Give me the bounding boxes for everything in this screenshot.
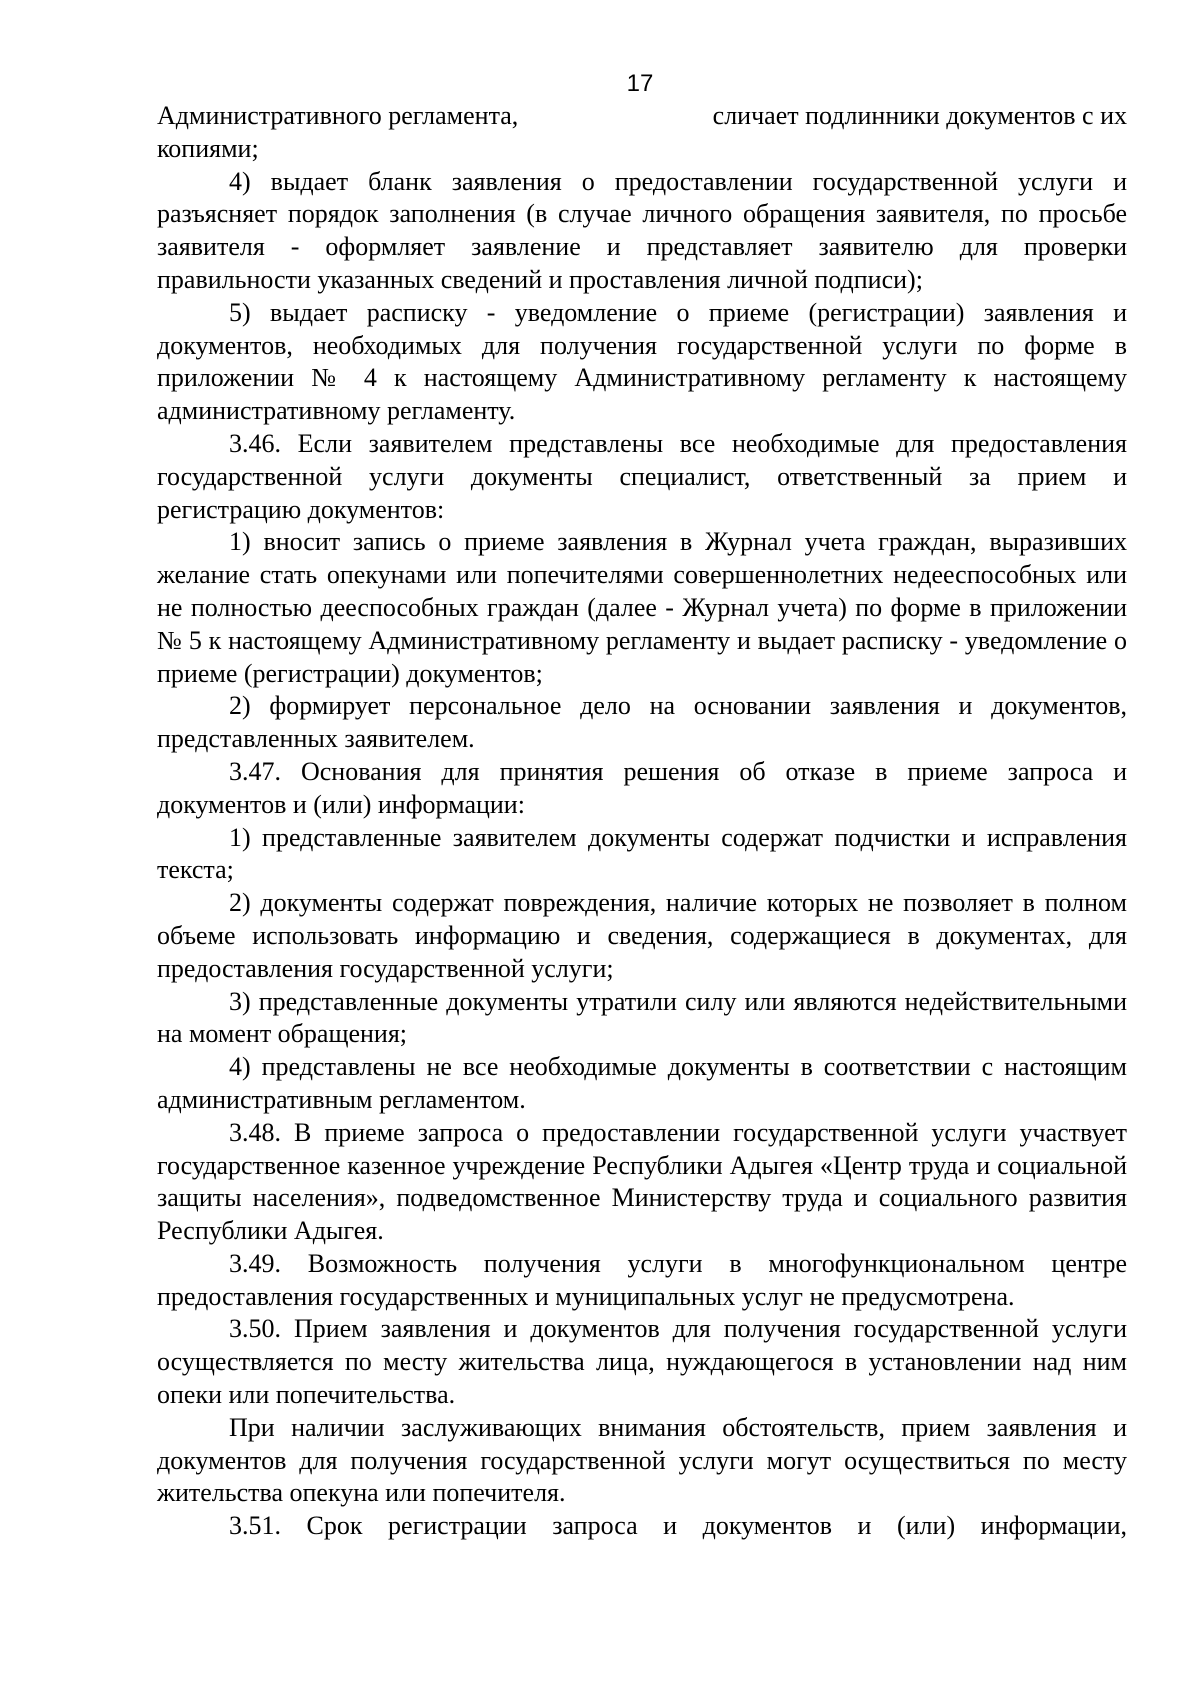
paragraph: При наличии заслуживающих внимания обстоятельств, прием заявления и документов для получения государственной услуги могут осуществиться по месту жительства опекуна или попечителя. — [157, 1412, 1127, 1508]
paragraph: 2) документы содержат повреждения, наличие которых не позволяет в полном объеме использовать информацию и сведения, содержащиеся в документах, для предоставления государственной услуги; — [157, 888, 1127, 983]
paragraph: 4) представлены не все необходимые документы в соответствии с настоящим административным регламентом. — [157, 1052, 1127, 1114]
paragraph: 3.47. Основания для принятия решения об отказе в приеме запроса и документов и (или) информации: — [157, 756, 1127, 819]
paragraph: 3) представленные документы утратили силу или являются недействительными на момент обращения; — [157, 986, 1127, 1049]
document-body — [157, 100, 1127, 1543]
continued-line-left: Административного регламента, — [157, 101, 519, 130]
paragraph: 5) выдает расписку - уведомление о приеме (регистрации) заявления и документов, необходимых для получения государственной услуги по форме в приложении № 4 к настоящему Административному регламенту к настоящему административному регламенту. — [157, 297, 1127, 426]
paragraph: 4) выдает бланк заявления о предоставлении государственной услуги и разъясняет порядок заполнения (в случае личного обращения заявителя, по просьбе заявителя - оформляет заявление и представляет заявителю для проверки правильности указанных сведений и проставления личной подписи); — [157, 166, 1127, 294]
paragraph: 3.48. В приеме запроса о предоставлении государственной услуги участвует государственное казенное учреждение Республики Адыгея «Центр труда и социальной защиты населения», подведомственное Министерству труда и социального развития Республики Адыгея. — [157, 1117, 1127, 1246]
paragraph: 3.50. Прием заявления и документов для получения государственной услуги осуществляется по месту жительства лица, нуждающегося в установлении над ним опеки или попечительства. — [157, 1314, 1127, 1410]
continued-line-right: сличает подлинники документов с их — [712, 101, 1127, 130]
paragraph: 2) формирует персональное дело на основании заявления и документов, представленных заявителем. — [157, 691, 1127, 754]
paragraph: 1) представленные заявителем документы содержат подчистки и исправления текста; — [157, 822, 1127, 885]
paragraph: 3.46. Если заявителем представлены все необходимые для предоставления государственной услуги документы специалист, ответственный за прием и регистрацию документов: — [157, 428, 1127, 524]
paragraph: копиями; — [157, 133, 259, 163]
paragraph: 3.51. Срок регистрации запроса и документов и (или) информации, — [229, 1511, 1127, 1541]
paragraph: 1) вносит запись о приеме заявления в Журнал учета граждан, выразивших желание стать опекунами или попечителями совершеннолетних недееспособных или не полностью дееспособных граждан (далее - Журнал учета) по форме в приложении № 5 к настоящему Административному регламенту и выдает расписку - уведомление о приеме (регистрации) документов; — [157, 527, 1127, 688]
paragraph-list — [157, 133, 1127, 1543]
page-number: 17 — [626, 70, 654, 97]
continued-line — [157, 100, 1127, 133]
paragraph: 3.49. Возможность получения услуги в многофункциональном центре предоставления государственных и муниципальных услуг не предусмотрена. — [157, 1248, 1127, 1311]
